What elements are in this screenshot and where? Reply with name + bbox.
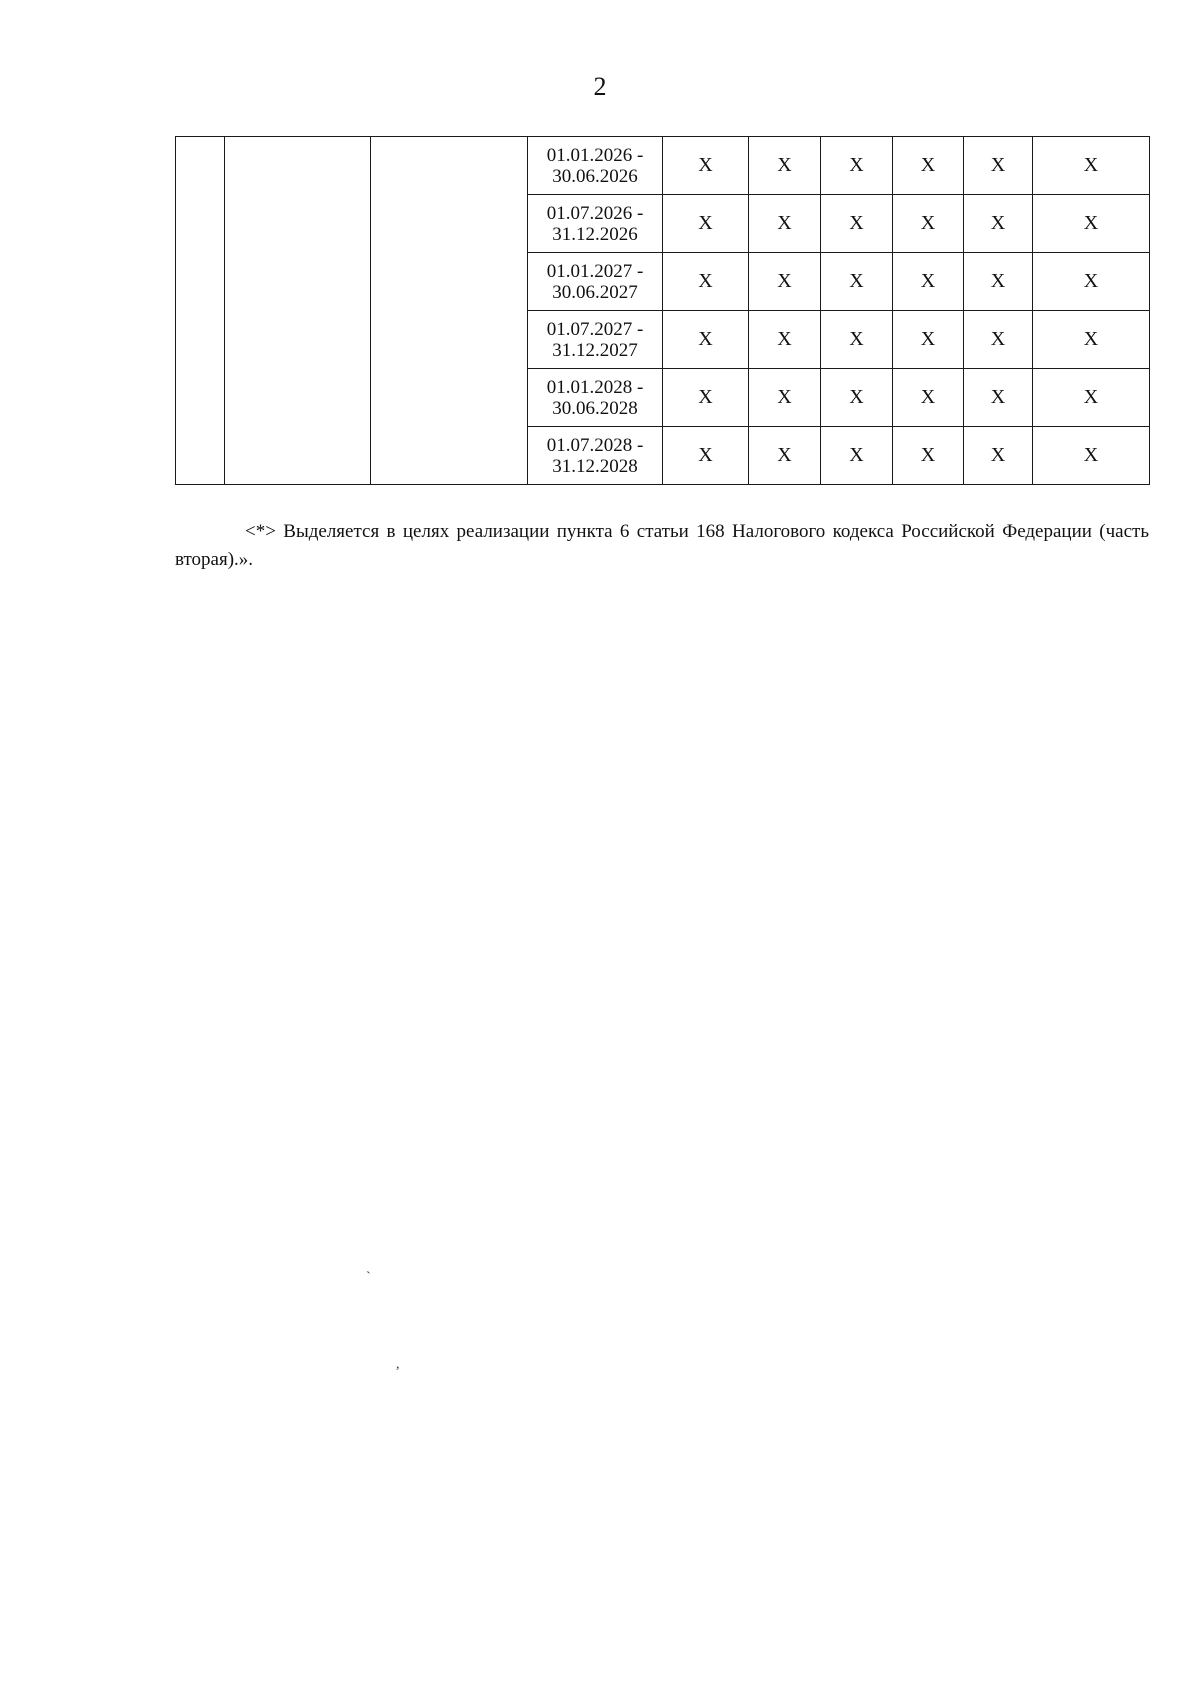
mark-cell: X bbox=[893, 427, 964, 485]
mark-cell: X bbox=[749, 427, 821, 485]
mark-cell: X bbox=[821, 311, 893, 369]
mark-cell: X bbox=[663, 253, 749, 311]
period-end: 30.06.2027 bbox=[552, 281, 638, 303]
period-end: 31.12.2028 bbox=[552, 455, 638, 477]
page-number: 2 bbox=[593, 72, 607, 101]
period-start: 01.01.2027 - bbox=[546, 260, 644, 282]
table-body bbox=[176, 137, 1150, 485]
period-start: 01.07.2026 - bbox=[546, 202, 644, 224]
period-start: 01.07.2027 - bbox=[546, 318, 644, 340]
period-start: 01.01.2026 - bbox=[546, 144, 644, 166]
name-cell bbox=[225, 137, 371, 485]
mark-cell: X bbox=[893, 195, 964, 253]
mark-cell: X bbox=[1033, 253, 1150, 311]
period-end: 31.12.2027 bbox=[552, 339, 638, 361]
mark-cell: X bbox=[663, 311, 749, 369]
mark-cell: X bbox=[821, 369, 893, 427]
mark-cell: X bbox=[663, 195, 749, 253]
mark-cell: X bbox=[893, 311, 964, 369]
mark-cell: X bbox=[893, 253, 964, 311]
mark-cell: X bbox=[964, 427, 1033, 485]
period-end: 31.12.2026 bbox=[552, 223, 638, 245]
period-start: 01.01.2028 - bbox=[546, 376, 644, 398]
period-cell bbox=[528, 195, 663, 253]
mark-cell: X bbox=[821, 195, 893, 253]
mark-cell: X bbox=[1033, 369, 1150, 427]
mark-cell: X bbox=[821, 427, 893, 485]
mark-cell: X bbox=[821, 253, 893, 311]
period-cell bbox=[528, 427, 663, 485]
table-row bbox=[176, 137, 1150, 195]
mark-cell: X bbox=[1033, 427, 1150, 485]
schedule-table bbox=[175, 136, 1150, 485]
period-end: 30.06.2028 bbox=[552, 397, 638, 419]
period-cell bbox=[528, 137, 663, 195]
mark-cell: X bbox=[663, 137, 749, 195]
mark-cell: X bbox=[1033, 311, 1150, 369]
mark-cell: X bbox=[893, 369, 964, 427]
mark-cell: X bbox=[964, 311, 1033, 369]
mark-cell: X bbox=[749, 369, 821, 427]
mark-cell: X bbox=[749, 253, 821, 311]
description-cell bbox=[371, 137, 528, 485]
period-end: 30.06.2026 bbox=[552, 165, 638, 187]
mark-cell: X bbox=[749, 137, 821, 195]
scan-speck: ` bbox=[366, 1270, 371, 1285]
scan-speck: , bbox=[396, 1357, 400, 1372]
mark-cell: X bbox=[749, 311, 821, 369]
number-cell bbox=[176, 137, 225, 485]
mark-cell: X bbox=[749, 195, 821, 253]
period-cell bbox=[528, 253, 663, 311]
period-cell bbox=[528, 369, 663, 427]
mark-cell: X bbox=[893, 137, 964, 195]
mark-cell: X bbox=[663, 369, 749, 427]
footnote: <*> Выделяется в целях реализации пункта 6 статьи 168 Налогового кодекса Российской Федерации (часть вторая).». bbox=[175, 521, 1149, 570]
mark-cell: X bbox=[964, 195, 1033, 253]
mark-cell: X bbox=[821, 137, 893, 195]
mark-cell: X bbox=[964, 137, 1033, 195]
mark-cell: X bbox=[964, 369, 1033, 427]
period-start: 01.07.2028 - bbox=[546, 434, 644, 456]
mark-cell: X bbox=[1033, 195, 1150, 253]
mark-cell: X bbox=[1033, 137, 1150, 195]
mark-cell: X bbox=[663, 427, 749, 485]
period-cell bbox=[528, 311, 663, 369]
mark-cell: X bbox=[964, 253, 1033, 311]
